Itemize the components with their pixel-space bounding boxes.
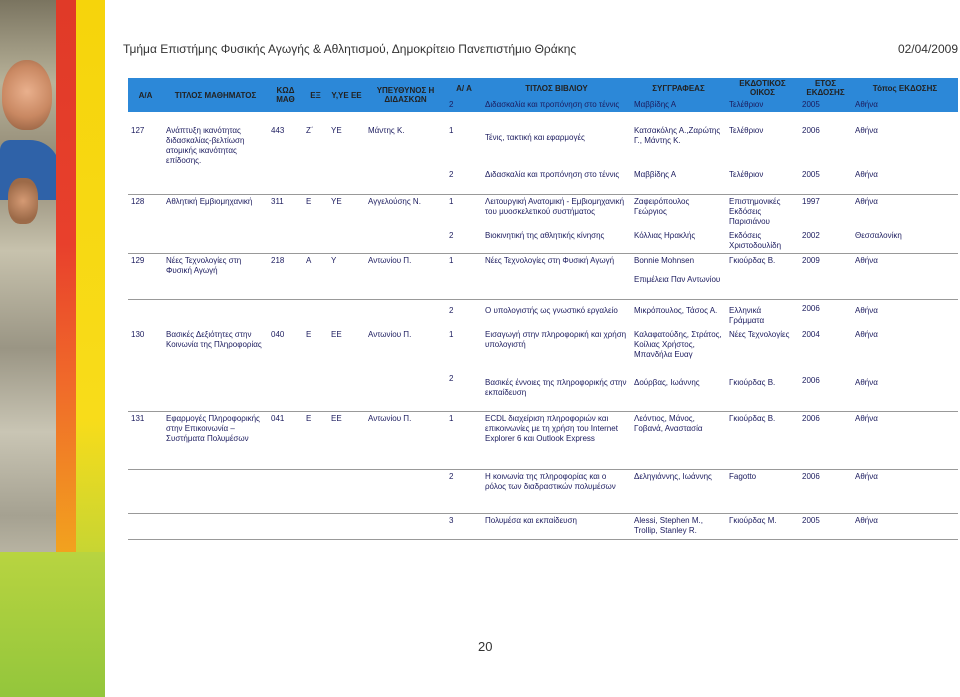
cell-aa: 131 xyxy=(128,412,163,470)
cell-place: Αθήνα xyxy=(855,100,878,109)
cell-place: Θεσσαλονίκη xyxy=(852,229,958,254)
author-name: Bonnie Mohnsen xyxy=(634,255,695,265)
cell-book-title: Νέες Τεχνολογίες στη Φυσική Αγωγή xyxy=(482,253,631,299)
cell-book-aa: 2 xyxy=(446,229,482,254)
cell-place: Αθήνα xyxy=(855,196,878,206)
cell-book-aa: 2 xyxy=(449,100,454,109)
cell-book-title: Βασικές έννοιες της πληροφορικής στην εκπαίδευση xyxy=(482,372,631,412)
cell-teacher: Αγγελούσης Ν. xyxy=(368,196,421,206)
cell-year: 1997 xyxy=(802,196,820,206)
table-row xyxy=(128,229,958,254)
cell-code: 040 xyxy=(271,329,285,339)
col-book-aa: Α/ Α xyxy=(446,78,482,98)
document-date: 02/04/2009 xyxy=(897,42,958,56)
cell-publisher: Νέες Τεχνολογίες xyxy=(729,329,790,339)
cell-aa: 127 xyxy=(131,126,145,135)
cell-author: Λεόντιος, Μάνος, Γοβανά, Αναστασία xyxy=(631,412,726,470)
cell-course-title: Εφαρμογές Πληροφορικής στην Επικοινωνία – Συστήματα Πολυμέσων xyxy=(163,412,268,470)
cell-year: 2009 xyxy=(799,253,852,299)
cell-publisher: Γκιούρδας Β. xyxy=(726,372,799,412)
cell-book-title: Πολυμέσα και εκπαίδευση xyxy=(482,514,631,540)
cell-book-title: Διδασκαλία και προπόνηση στο τέννις xyxy=(482,168,631,194)
cell-author: Δούρβας, Ιωάννης xyxy=(631,372,726,412)
cell-publisher: Τελέθριον xyxy=(726,168,799,194)
cell-author: Μικρόπουλος, Τάσος Α. xyxy=(634,305,718,315)
decorative-side-banner xyxy=(0,0,105,697)
cell-book-aa: 2 xyxy=(446,168,482,194)
cell-publisher: Γκιούρδας Β. xyxy=(726,253,799,299)
cell-teacher: Αντωνίου Π. xyxy=(365,253,446,299)
table-row xyxy=(128,253,958,299)
col-place: Τόπος ΕΚΔΟΣΗΣ xyxy=(852,78,958,98)
cell-type: ΥΕ xyxy=(331,126,342,135)
table-row xyxy=(128,299,958,328)
cell-book-title: Η κοινωνία της πληροφορίας και ο ρόλος των διαδραστικών πολυμέσων xyxy=(482,470,631,514)
table-row xyxy=(128,328,958,372)
cell-author: Μαββίδης Α xyxy=(634,100,677,109)
col-type: Υ,ΥΕ ΕΕ xyxy=(328,78,365,112)
cell-code: 041 xyxy=(268,412,303,470)
cell-aa: 130 xyxy=(131,329,145,339)
cell-author: Κατσακόλης Α.,Ζαρώτης Γ., Μάντης Κ. xyxy=(634,126,721,145)
cell-book-title: Διδασκαλία και προπόνηση στο τέννις xyxy=(485,100,620,109)
cell-year: 2005 xyxy=(799,168,852,194)
col-teacher: ΥΠΕΥΘΥΝΟΣ Η ΔΙΔΑΣΚΩΝ xyxy=(365,78,446,112)
cell-semester: Ε xyxy=(306,196,312,206)
cell-author: Μαββίδης Α xyxy=(631,168,726,194)
textbook-table xyxy=(128,78,958,540)
cell-place: Αθήνα xyxy=(855,126,878,135)
table-row xyxy=(128,168,958,194)
cell-book-aa: 2 xyxy=(446,470,482,514)
cell-book-title: Ο υπολογιστής ως γνωστικό εργαλείο xyxy=(485,305,618,315)
cell-book-aa: 2 xyxy=(446,372,482,412)
department-title: Τμήμα Επιστήμης Φυσικής Αγωγής & Αθλητισμού, Δημοκρίτειο Πανεπιστήμιο Θράκης xyxy=(123,42,577,56)
cell-publisher: Fagotto xyxy=(726,470,799,514)
cell-book-aa: 1 xyxy=(446,412,482,470)
cell-course-title: Αθλητική Εμβιομηχανική xyxy=(166,196,253,206)
cell-book-title: Εισαγωγή στην πληροφορική και χρήση υπολογιστή xyxy=(485,329,627,349)
cell-course-title: Ανάπτυξη ικανότητας διδασκαλίας-βελτίωση ατομικής ικανότητας επίδοσης. xyxy=(166,126,245,165)
page-number: 20 xyxy=(478,639,493,654)
col-code: ΚΩΔ ΜΑΘ xyxy=(268,78,303,112)
col-course-title: ΤΙΤΛΟΣ ΜΑΘΗΜΑΤΟΣ xyxy=(163,78,268,112)
cell-semester: Ε xyxy=(306,329,312,339)
cell-place: Αθήνα xyxy=(852,514,958,540)
cell-year: 2004 xyxy=(802,329,820,339)
col-year: ΕΤΟΣ ΕΚΔΟΣΗΣ xyxy=(799,78,852,98)
cell-author: Alessi, Stephen M., Trollip, Stanley R. xyxy=(631,514,726,540)
cell-semester: Ε xyxy=(303,412,328,470)
col-publisher: ΕΚΔΟΤΙΚΟΣ ΟΙΚΟΣ xyxy=(726,78,799,98)
table-row xyxy=(128,372,958,412)
cell-year: 2005 xyxy=(799,514,852,540)
cell-code: 311 xyxy=(271,196,284,206)
cell-publisher: Ελληνικά Γράμματα xyxy=(729,305,765,325)
cell-book-aa: 1 xyxy=(446,253,482,299)
cell-place: Αθήνα xyxy=(852,372,958,412)
cell-type: Υ xyxy=(328,253,365,299)
green-block xyxy=(0,552,105,697)
cell-book-title: Τένις, τακτική και εφαρμογές xyxy=(485,133,585,142)
cell-semester: Ζ΄ xyxy=(306,126,314,135)
cell-semester: Α xyxy=(303,253,328,299)
cell-year: 2006 xyxy=(799,372,852,412)
cell-aa: 128 xyxy=(131,196,145,206)
cell-course-title: Νέες Τεχνολογίες στη Φυσική Αγωγή xyxy=(163,253,268,299)
cell-aa: 129 xyxy=(128,253,163,299)
cell-year: 2006 xyxy=(802,303,820,313)
cell-author: Κόλλιας Ηρακλής xyxy=(631,229,726,254)
cell-author: Δεληγιάννης, Ιωάννης xyxy=(631,470,726,514)
cell-book-aa: 2 xyxy=(449,305,454,315)
cell-year: 2006 xyxy=(799,470,852,514)
table-row xyxy=(128,194,958,229)
cell-place: Αθήνα xyxy=(855,305,878,315)
col-aa: Α/Α xyxy=(128,78,163,112)
cell-code: 443 xyxy=(271,126,285,135)
cell-place: Αθήνα xyxy=(852,470,958,514)
cell-place: Αθήνα xyxy=(852,412,958,470)
cell-book-aa: 1 xyxy=(449,126,454,135)
cell-publisher: Γκιούρδας Β. xyxy=(726,412,799,470)
cell-place: Αθήνα xyxy=(855,329,878,339)
cell-year: 2006 xyxy=(799,412,852,470)
col-semester: ΕΞ xyxy=(303,78,328,112)
cell-publisher: Επιστημονικές Εκδόσεις Παρισιάνου xyxy=(729,196,781,226)
cell-publisher: Τελέθριον xyxy=(729,126,764,135)
cell-type: ΕΕ xyxy=(331,329,342,339)
cell-year: 2002 xyxy=(799,229,852,254)
cell-teacher: Μάντης Κ. xyxy=(368,126,405,135)
cell-book-aa: 1 xyxy=(449,329,454,339)
table-row xyxy=(128,124,958,168)
col-book-title: ΤΙΤΛΟΣ ΒΙΒΛΙΟΥ xyxy=(482,78,631,98)
table-row xyxy=(128,514,958,540)
cell-place: Αθήνα xyxy=(852,253,958,299)
cell-year: 2006 xyxy=(802,126,820,135)
small-child-image xyxy=(8,178,38,224)
header-row xyxy=(128,78,958,98)
col-authors: ΣΥΓΓΡΑΦΕΑΣ xyxy=(631,78,726,98)
cell-teacher: Αντωνίου Π. xyxy=(365,412,446,470)
cell-code: 218 xyxy=(268,253,303,299)
table-row xyxy=(128,470,958,514)
cell-book-title: Λειτουργική Ανατομική - Εμβιομηχανική του μυοσκελετικού συστήματος xyxy=(485,196,625,216)
author-editor: Επιμέλεια Παν Αντωνίου xyxy=(634,274,721,284)
cell-course-title: Βασικές Δεξιότητες στην Κοινωνία της Πληροφορίας xyxy=(166,329,262,349)
cell-type: ΕΕ xyxy=(328,412,365,470)
cell-place: Αθήνα xyxy=(852,168,958,194)
child-face-image xyxy=(2,60,52,130)
cell-author xyxy=(631,253,726,299)
cell-book-title: Βιοκινητική της αθλητικής κίνησης xyxy=(482,229,631,254)
cell-teacher: Αντωνίου Π. xyxy=(368,329,412,339)
table-row xyxy=(128,412,958,470)
cell-year: 2005 xyxy=(802,100,820,109)
cell-publisher: Εκδόσεις Χριστοδουλίδη xyxy=(726,229,799,254)
cell-book-aa: 1 xyxy=(449,196,454,206)
cell-book-title: ECDL διαχείριση πληροφοριών και επικοινωνίες με τη χρήση του Internet Explorer 6 και Outlook Express xyxy=(482,412,631,470)
cell-book-aa: 3 xyxy=(446,514,482,540)
cell-type: ΥΕ xyxy=(331,196,342,206)
cell-author: Καλαφατούδης, Στράτος, Κοίλιας Χρήστος, Μπανδήλα Ευαγ xyxy=(634,329,722,359)
cell-author: Ζαφειρόπουλος Γεώργιος xyxy=(634,196,690,216)
cell-publisher: Γκιούρδας Μ. xyxy=(726,514,799,540)
cell-publisher: Τελέθριον xyxy=(729,100,764,109)
